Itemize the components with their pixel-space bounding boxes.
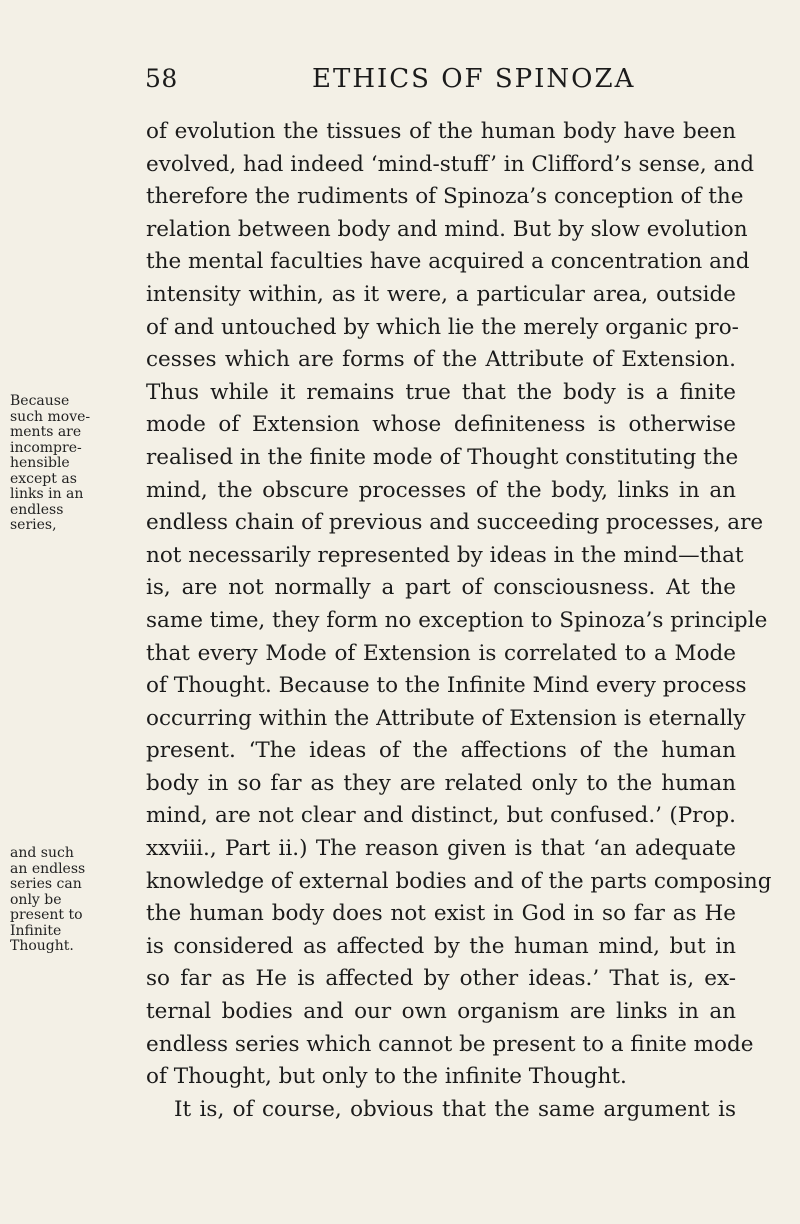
margin-note-line: series can [10,876,82,892]
text-line: endless series which cannot be present to a finite mode [146,1031,754,1057]
text-line: mode of Extension whose definiteness is otherwise [146,412,736,438]
text-line: cesses which are forms of the Attribute of Extension. [146,347,736,373]
margin-note-line: an endless [10,860,86,877]
margin-note [10,846,134,955]
text-line: body in so far as they are related only to the human [146,770,736,796]
margin-note-line: endless [10,501,64,518]
text-line: is considered as affected by the human mind, but in [146,933,736,959]
margin-note-line: ments are [10,424,82,440]
text-line: present. ‘The ideas of the affections of the human [146,738,736,764]
text-line: mind, are not clear and distinct, but confused.’ (Prop. [146,803,736,829]
text-line: is, are not normally a part of consciousness. At the [146,575,736,601]
page-number: 58 [145,64,178,93]
text-line: of Thought, but only to the infinite Thought. [146,1064,627,1090]
text-line: therefore the rudiments of Spinoza’s conception of the [146,184,744,210]
margin-note-line: series, [10,517,57,533]
margin-note-line: except as [10,470,77,487]
text-line: of Thought. Because to the Infinite Mind every process [146,673,747,699]
text-line: knowledge of external bodies and of the parts composing [146,868,772,894]
text-line: ternal bodies and our own organism are links in an [146,999,736,1025]
text-line: Thus while it remains true that the body is a finite [146,379,736,405]
page-header [0,64,800,104]
margin-note-line: only be [10,891,62,908]
body-text [146,116,772,1126]
margin-note-line: hensible [10,455,70,471]
running-head: ETHICS OF SPINOZA [312,64,636,94]
text-line: of evolution the tissues of the human body have been [146,119,736,144]
text-line: of and untouched by which lie the merely organic pro- [146,314,739,340]
text-line: xxviii., Part ii.) The reason given is that ‘an adequate [146,836,736,862]
text-line: occurring within the Attribute of Extension is eternally [146,705,746,731]
margin-note [10,394,134,534]
text-line: so far as He is affected by other ideas.’ That is, ex- [146,966,736,992]
text-line: the human body does not exist in God in so far as He [146,901,736,927]
text-line: It is, of course, obvious that the same argument is [174,1096,736,1122]
text-line: evolved, had indeed ‘mind-stuff’ in Clifford’s sense, and [146,151,754,177]
margin-note-line: present to [10,907,83,923]
text-line: not necessarily represented by ideas in the mind—that [146,542,744,568]
text-line: the mental faculties have acquired a concentration and [146,249,750,275]
text-line: relation between body and mind. But by slow evolution [146,216,748,242]
text-line: mind, the obscure processes of the body, links in an [146,477,736,503]
margin-note-line: links in an [10,486,84,502]
margin-note-line: Infinite [10,922,62,939]
text-line: endless chain of previous and succeeding processes, are [146,510,764,536]
text-line: intensity within, as it were, a particular area, outside [146,281,736,307]
margin-note-line: Thought. [10,938,74,954]
text-line: that every Mode of Extension is correlated to a Mode [146,640,736,666]
margin-note-line: and such [10,845,74,861]
margin-note-line: Because [10,393,70,409]
text-line: same time, they form no exception to Spinoza’s principle [146,607,768,633]
margin-note-line: such move- [10,408,91,425]
margin-note-line: incompre- [10,439,82,456]
text-line: realised in the finite mode of Thought constituting the [146,444,739,470]
